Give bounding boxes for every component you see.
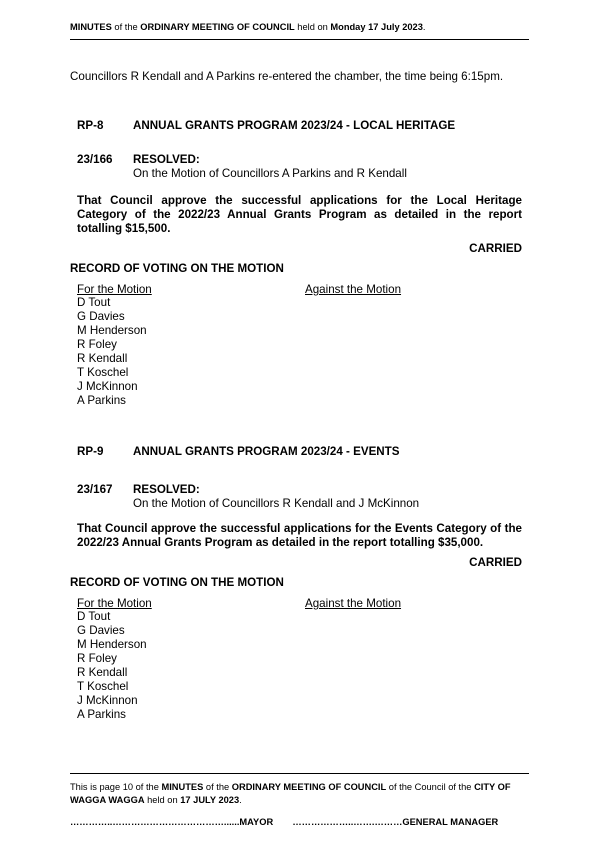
for-voters-list [77,296,147,408]
voter-name: G Davies [77,310,125,323]
footer-city: CITY OF WAGGA WAGGA [70,782,511,805]
voter-name: R Foley [77,338,117,351]
voter-name: G Davies [77,624,125,637]
resolution-number: 23/167 [77,483,113,496]
voter-name: M Henderson [77,638,147,651]
header-divider [70,39,529,40]
motion-movers: On the Motion of Councillors R Kendall and J McKinnon [133,497,420,510]
voter-name: J McKinnon [77,694,138,707]
signature-line [70,817,498,827]
voter-name: A Parkins [77,708,126,721]
footer-divider [70,773,529,774]
footer-text: of the [203,782,232,792]
item-code: RP-9 [77,445,104,458]
footer-text: This is page 10 of the [70,782,162,792]
footer-text: held on [144,795,181,805]
item-title: ANNUAL GRANTS PROGRAM 2023/24 - EVENTS [133,445,400,458]
resolved-label: RESOLVED: [133,483,200,496]
voter-name: T Koschel [77,366,129,379]
vote-heading: RECORD OF VOTING ON THE MOTION [70,262,284,275]
outcome-label: CARRIED [469,242,522,255]
voter-name: R Kendall [77,666,128,679]
intro-paragraph: Councillors R Kendall and A Parkins re-entered the chamber, the time being 6:15pm. [70,70,504,83]
voter-name: R Foley [77,652,117,665]
item-code: RP-8 [77,119,104,132]
mayor-signature-line: …………..………………………………......MAYOR [70,817,274,827]
resolution-text: That Council approve the successful applications for the Events Category of the 2022/23 Annual Grants Program as detailed in the report totalling $35,000. [77,522,522,549]
footer-date: 17 JULY 2023 [180,795,240,805]
resolution-text: That Council approve the successful applications for the Local Heritage Category of the 2022/23 Annual Grants Program as detailed in the report totalling $15,500. [77,194,522,235]
footer-minutes: MINUTES [161,782,204,792]
vote-heading: RECORD OF VOTING ON THE MOTION [70,576,284,589]
motion-movers: On the Motion of Councillors A Parkins and R Kendall [133,167,407,180]
voter-name: D Tout [77,610,111,623]
header-of-the: of the [111,22,141,32]
for-motion-label: For the Motion [77,283,152,296]
voter-name: J McKinnon [77,380,138,393]
voter-name: A Parkins [77,394,126,407]
header-end: . [422,22,426,32]
outcome-label: CARRIED [469,556,522,569]
voter-name: M Henderson [77,324,147,337]
header-minutes: MINUTES [70,22,112,32]
footer-text: of the Council of the [386,782,475,792]
voter-name: T Koschel [77,680,129,693]
page-header [70,22,425,32]
header-held-on: held on [294,22,331,32]
against-motion-label: Against the Motion [305,283,402,296]
header-date: Monday 17 July 2023 [330,22,423,32]
voter-name: R Kendall [77,352,128,365]
header-meeting: ORDINARY MEETING OF COUNCIL [140,22,295,32]
for-voters-list [77,610,147,722]
general-manager-signature-line: ………………..…….………GENERAL MANAGER [292,817,499,827]
item-title: ANNUAL GRANTS PROGRAM 2023/24 - LOCAL HERITAGE [133,119,456,132]
against-motion-label: Against the Motion [305,597,402,610]
footer-end: . [239,795,242,805]
footer-meeting: ORDINARY MEETING OF COUNCIL [231,782,387,792]
resolution-number: 23/166 [77,153,113,166]
page-footer [70,781,530,807]
resolved-label: RESOLVED: [133,153,200,166]
voter-name: D Tout [77,296,111,309]
for-motion-label: For the Motion [77,597,152,610]
